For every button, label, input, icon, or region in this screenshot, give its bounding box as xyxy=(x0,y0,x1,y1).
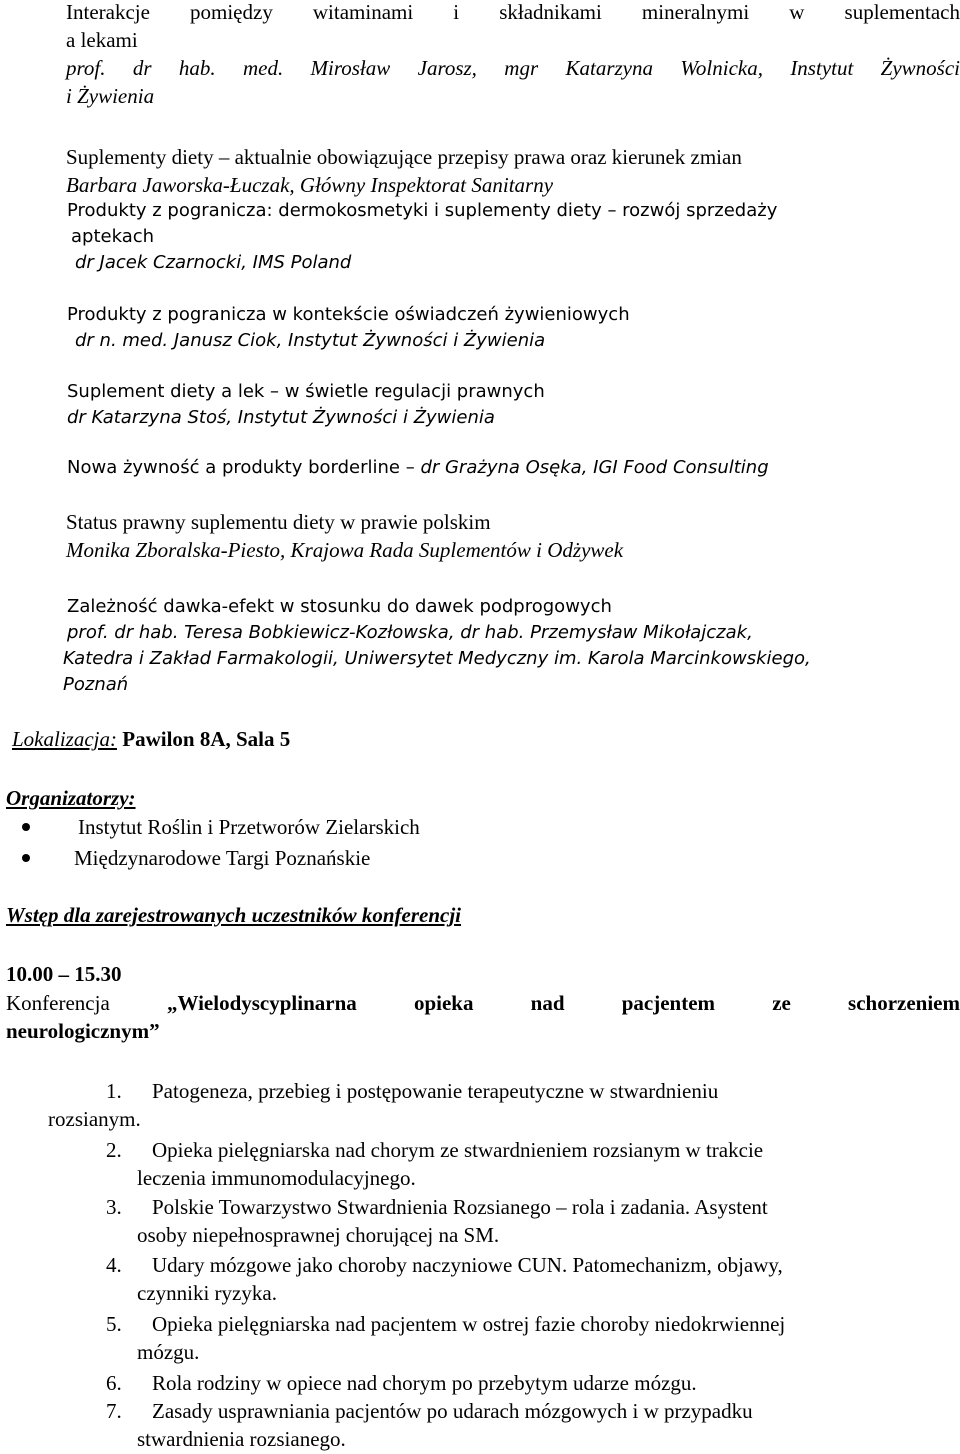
agenda-text: osoby niepełnosprawnej chorującej na SM. xyxy=(137,1223,500,1247)
talk-title: Nowa żywność a produkty borderline – xyxy=(67,457,421,478)
agenda-number: 5. xyxy=(106,1312,122,1336)
talk-6 xyxy=(67,455,960,481)
talk-4 xyxy=(67,302,960,354)
agenda-text: stwardnienia rozsianego. xyxy=(137,1427,346,1451)
agenda-text: Polskie Towarzystwo Stwardnienia Rozsianego – rola i zadania. Asystent xyxy=(152,1195,768,1219)
talk-title: Zależność dawka-efekt w stosunku do dawek podprogowych xyxy=(67,596,612,617)
talk-author: Monika Zboralska-Piesto, Krajowa Rada Suplementów i Odżywek xyxy=(66,538,624,562)
talk-8 xyxy=(63,594,960,698)
location-label: Lokalizacja: xyxy=(12,727,117,751)
talk-title: Status prawny suplementu diety w prawie polskim xyxy=(66,510,491,534)
agenda-text: Udary mózgowe jako choroby naczyniowe CUN. Patomechanizm, objawy, xyxy=(152,1253,783,1277)
organizer-name: Instytut Roślin i Przetworów Zielarskich xyxy=(78,815,420,839)
agenda-text: rozsianym. xyxy=(48,1107,141,1131)
talk-author: dr Grażyna Osęka, IGI Food Consulting xyxy=(420,457,769,478)
agenda-item xyxy=(106,1251,960,1307)
agenda-item xyxy=(106,1369,960,1397)
organizer-name: Międzynarodowe Targi Poznańskie xyxy=(74,846,371,870)
conference-name: neurologicznym” xyxy=(6,1019,160,1043)
agenda-text: czynniki ryzyka. xyxy=(137,1281,277,1305)
organizer-item xyxy=(0,813,960,841)
talk-title: Suplement diety a lek – w świetle regulacji prawnych xyxy=(67,381,545,402)
agenda-text: Rola rodziny w opiece nad chorym po przebytym udarze mózgu. xyxy=(152,1371,697,1395)
agenda-item xyxy=(106,1136,960,1192)
talk-title: Produkty z pogranicza w kontekście oświadczeń żywieniowych xyxy=(67,304,630,325)
organizers-label: Organizatorzy: xyxy=(6,786,136,810)
agenda-text: mózgu. xyxy=(137,1340,200,1364)
agenda-number: 4. xyxy=(106,1253,122,1277)
agenda-item xyxy=(48,1077,960,1133)
talk-author: Katedra i Zakład Farmakologii, Uniwersytet Medyczny im. Karola Marcinkowskiego, xyxy=(63,648,811,669)
conference-name: „Wielodyscyplinarna opieka nad pacjentem ze schorzeniem xyxy=(166,991,960,1015)
agenda-text: leczenia immunomodulacyjnego. xyxy=(137,1166,416,1190)
talk-author: prof. dr hab. Teresa Bobkiewicz-Kozłowska, dr hab. Przemysław Mikołajczak, xyxy=(67,622,753,643)
talk-7 xyxy=(66,508,960,564)
talk-title: aptekach xyxy=(71,226,155,247)
talk-author: Poznań xyxy=(63,674,129,695)
talk-2 xyxy=(66,143,960,199)
conference-time: 10.00 – 15.30 xyxy=(6,962,122,986)
talk-1 xyxy=(66,0,960,110)
agenda-item xyxy=(106,1310,960,1366)
agenda-number: 1. xyxy=(106,1079,122,1103)
location xyxy=(12,725,960,753)
agenda-text: Zasady usprawniania pacjentów po udarach mózgowych i w przypadku xyxy=(152,1399,753,1423)
agenda-item xyxy=(106,1397,960,1453)
bullet-icon xyxy=(22,823,30,831)
talk-author: Barbara Jaworska-Łuczak, Główny Inspektorat Sanitarny xyxy=(66,173,554,197)
talk-author: dr Jacek Czarnocki, IMS Poland xyxy=(75,252,352,273)
agenda-number: 2. xyxy=(106,1138,122,1162)
conference-title xyxy=(6,989,960,1045)
agenda-item xyxy=(106,1193,960,1249)
talk-title: Interakcje pomiędzy witaminami i składnikami mineralnymi w suplementach xyxy=(66,0,960,24)
entry-note: Wstęp dla zarejestrowanych uczestników konferencji xyxy=(6,903,462,927)
agenda-text: Patogeneza, przebieg i postępowanie terapeutyczne w stwardnieniu xyxy=(152,1079,719,1103)
agenda-text: Opieka pielęgniarska nad chorym ze stwardnieniem rozsianym w trakcie xyxy=(152,1138,764,1162)
agenda-number: 7. xyxy=(106,1399,122,1423)
bullet-icon xyxy=(22,854,30,862)
talk-author: i Żywienia xyxy=(66,84,155,108)
organizers xyxy=(6,784,960,812)
talk-author: dr Katarzyna Stoś, Instytut Żywności i Żywienia xyxy=(67,407,495,428)
organizer-item xyxy=(0,844,960,872)
talk-title: a lekami xyxy=(66,28,138,52)
location-value: Pawilon 8A, Sala 5 xyxy=(117,727,291,751)
talk-3 xyxy=(67,198,960,276)
conference-prefix: Konferencja xyxy=(6,991,110,1015)
agenda-number: 6. xyxy=(106,1371,122,1395)
talk-title: Suplementy diety – aktualnie obowiązujące przepisy prawa oraz kierunek zmian xyxy=(66,145,742,169)
agenda-number: 3. xyxy=(106,1195,122,1219)
talk-author: dr n. med. Janusz Ciok, Instytut Żywności i Żywienia xyxy=(75,330,546,351)
talk-author: prof. dr hab. med. Mirosław Jarosz, mgr Katarzyna Wolnicka, Instytut Żywności xyxy=(66,56,960,80)
talk-5 xyxy=(67,379,960,431)
agenda-text: Opieka pielęgniarska nad pacjentem w ostrej fazie choroby niedokrwiennej xyxy=(152,1312,786,1336)
talk-title: Produkty z pogranicza: dermokosmetyki i suplementy diety – rozwój sprzedaży xyxy=(67,200,778,221)
